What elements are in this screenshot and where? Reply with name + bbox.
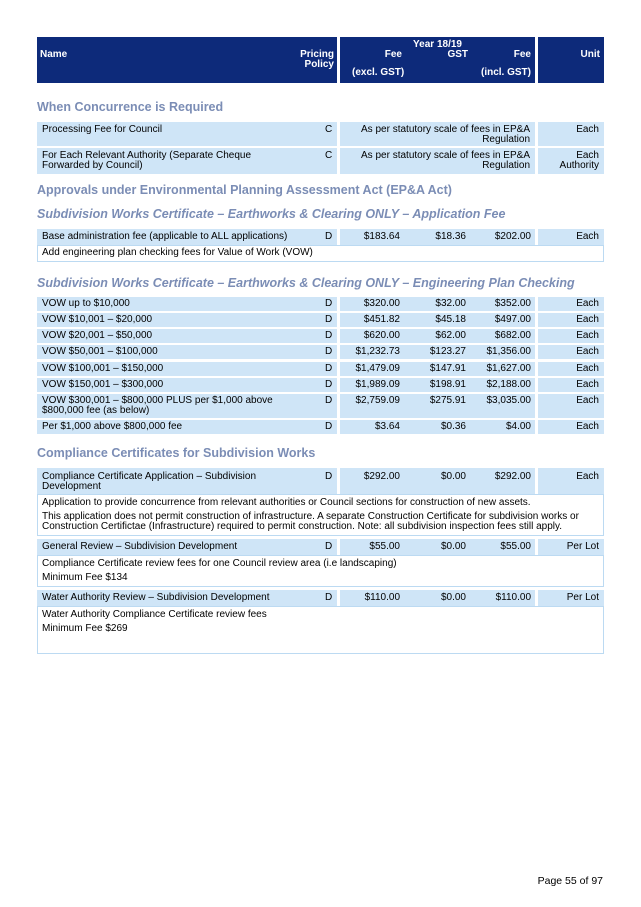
row-policy: C (325, 124, 333, 135)
header-incl: (incl. GST) (481, 67, 531, 78)
header-unit-label: Unit (580, 49, 600, 60)
row-fee-text: As per statutory scale of fees in EP&A Regulation (361, 124, 530, 145)
row-fee: $2,759.09 (355, 395, 400, 406)
row-name: VOW $100,001 – $150,000 (42, 363, 164, 374)
water-note-2: Minimum Fee $269 (42, 623, 128, 634)
row-total: $110.00 (495, 592, 531, 603)
row-fee: $451.82 (363, 314, 400, 325)
row-gst: $123.27 (429, 346, 466, 357)
row-gst: $275.91 (429, 395, 466, 406)
row-fee: $292.00 (363, 471, 400, 482)
header-pricing-policy: Pricing Policy (300, 49, 334, 70)
row-name: VOW $50,001 – $100,000 (42, 346, 158, 357)
row-policy: D (325, 298, 333, 309)
row-gst: $147.91 (429, 363, 466, 374)
row-fee: $1,989.09 (355, 379, 400, 390)
row-unit: Each (576, 330, 599, 341)
row-total: $292.00 (494, 471, 531, 482)
row-gst: $0.00 (440, 592, 466, 603)
row-unit: Each (576, 363, 599, 374)
header-unit (538, 37, 604, 83)
row-fee: $55.00 (369, 541, 400, 552)
row-total: $55.00 (500, 541, 531, 552)
row-name: Per $1,000 above $800,000 fee (42, 421, 183, 432)
row-total: $497.00 (494, 314, 531, 325)
row-fee: $320.00 (363, 298, 400, 309)
row-name: VOW $10,001 – $20,000 (42, 314, 153, 325)
row-unit: Each (576, 471, 599, 482)
row-policy: C (325, 150, 333, 161)
row-unit: Each (576, 346, 599, 357)
row-fee: $110.00 (364, 592, 400, 603)
header-excl: (excl. GST) (352, 67, 405, 78)
row-total: $202.00 (494, 231, 531, 242)
row-fee-text: As per statutory scale of fees in EP&A Regulation (361, 150, 530, 171)
row-gst: $0.36 (440, 421, 466, 432)
water-note-1: Water Authority Compliance Certificate review fees (42, 609, 267, 620)
section-compliance: Compliance Certificates for Subdivision Works (37, 446, 316, 460)
row-gst: $62.00 (435, 330, 466, 341)
row-name: VOW $300,001 – $800,000 PLUS per $1,000 above $800,000 fee (as below) (42, 395, 273, 416)
row-fee: $1,479.09 (355, 363, 400, 374)
header-name: Name (40, 49, 68, 60)
section-concurrence: When Concurrence is Required (37, 100, 224, 114)
row-total: $3,035.00 (486, 395, 531, 406)
app-fee-note: Add engineering plan checking fees for Value of Work (VOW) (42, 247, 313, 258)
row-unit: Each (576, 395, 599, 406)
row-fee: $3.64 (374, 421, 400, 432)
row-unit: Each (576, 314, 599, 325)
row-policy: D (325, 395, 333, 406)
row-policy: D (325, 363, 333, 374)
row-policy: D (325, 346, 333, 357)
row-total: $2,188.00 (486, 379, 531, 390)
row-gst: $0.00 (440, 541, 466, 552)
header-gst: GST (447, 49, 468, 60)
row-name: Processing Fee for Council (42, 124, 163, 135)
row-unit: Each (576, 379, 599, 390)
row-policy: D (325, 379, 333, 390)
general-note-2: Minimum Fee $134 (42, 572, 128, 583)
row-policy: D (325, 314, 333, 325)
header-left (37, 37, 337, 83)
row-unit: Per Lot (566, 592, 599, 603)
general-note-1: Compliance Certificate review fees for one Council review area (i.e landscaping) (42, 558, 397, 569)
row-unit: Each (576, 124, 599, 135)
row-unit: Each (576, 298, 599, 309)
row-gst: $18.36 (435, 231, 466, 242)
section-eng-plan: Subdivision Works Certificate – Earthworks & Clearing ONLY – Engineering Plan Checking (37, 276, 575, 290)
section-app-fee: Subdivision Works Certificate – Earthworks & Clearing ONLY – Application Fee (37, 207, 506, 221)
compliance-note-2: This application does not permit construction of infrastructure. A separate Construction Certificate for subdivision works or Construction Certifictae (Infrastructure) required to permit construction. Note: all subdivision inspection fees still apply. (42, 511, 579, 532)
row-policy: D (325, 541, 333, 552)
row-policy: D (325, 421, 333, 432)
row-unit: Each Authority (559, 150, 599, 171)
row-name: General Review – Subdivision Development (42, 541, 238, 552)
section-approvals: Approvals under Environmental Planning Assessment Act (EP&A Act) (37, 183, 452, 197)
header-fee-incl: Fee (513, 49, 531, 60)
row-name: VOW up to $10,000 (42, 298, 130, 309)
row-gst: $198.91 (429, 379, 466, 390)
row-total: $1,627.00 (486, 363, 531, 374)
row-fee: $1,232.73 (355, 346, 400, 357)
row-total: $682.00 (494, 330, 531, 341)
row-total: $1,356.00 (486, 346, 531, 357)
row-name: For Each Relevant Authority (Separate Cheque Forwarded by Council) (42, 150, 252, 171)
row-name: Compliance Certificate Application – Subdivision Development (42, 471, 257, 492)
row-policy: D (325, 330, 333, 341)
row-policy: D (325, 471, 333, 482)
row-fee: $183.64 (363, 231, 400, 242)
row-gst: $32.00 (435, 298, 466, 309)
row-name: Water Authority Review – Subdivision Development (42, 592, 270, 603)
row-gst: $0.00 (440, 471, 466, 482)
row-total: $352.00 (494, 298, 531, 309)
row-unit: Per Lot (566, 541, 599, 552)
row-unit: Each (576, 421, 599, 432)
row-name: VOW $20,001 – $50,000 (42, 330, 153, 341)
header-year (340, 37, 535, 83)
row-fee: $620.00 (363, 330, 400, 341)
header-fee: Fee (384, 49, 402, 60)
header-year-label: Year 18/19 (413, 39, 462, 50)
row-total: $4.00 (505, 421, 531, 432)
row-policy: D (325, 592, 333, 603)
row-policy: D (325, 231, 333, 242)
page-number: Page 55 of 97 (537, 875, 603, 887)
compliance-note-1: Application to provide concurrence from relevant authorities or Council sections for construction of new assets. (42, 497, 531, 508)
row-name: Base administration fee (applicable to ALL applications) (42, 231, 288, 242)
row-gst: $45.18 (435, 314, 466, 325)
row-unit: Each (576, 231, 599, 242)
row-name: VOW $150,001 – $300,000 (42, 379, 164, 390)
